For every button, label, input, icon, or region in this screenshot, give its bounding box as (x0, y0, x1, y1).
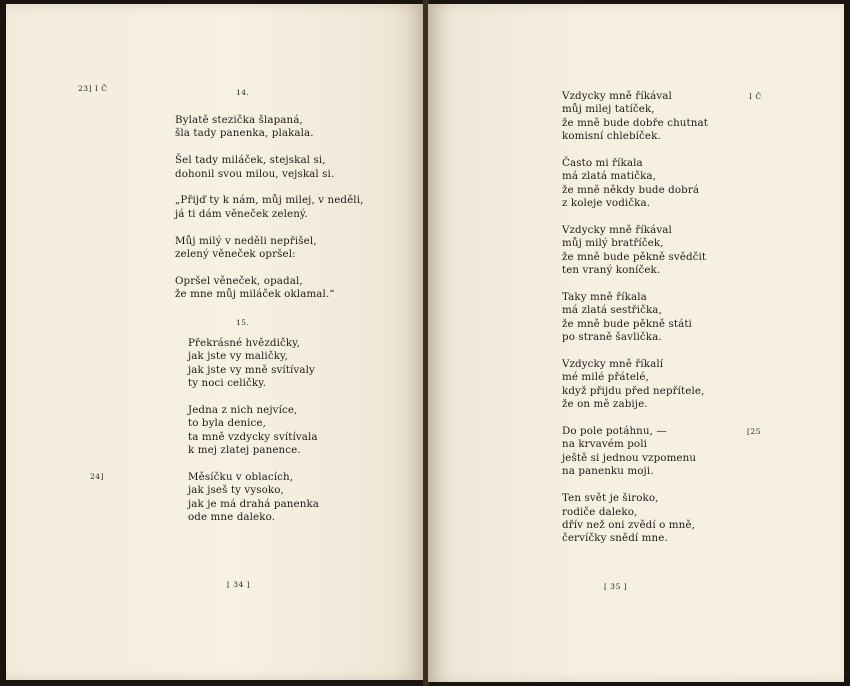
verse-line: Taky mně říkala (562, 291, 647, 304)
verse-line: Vzdycky mně říkalí (562, 358, 664, 371)
verse-line: ta mně vzdycky svítívala (188, 430, 318, 443)
verse-line: „Přijď ty k nám, můj milej, v neděli, (175, 194, 364, 207)
verse-line: jak jste vy maličky, (188, 350, 288, 363)
verse-line: zelený věneček opršel: (175, 248, 296, 261)
verse-line: že mně někdy bude dobrá (562, 183, 700, 196)
verse-line: Často mi říkala (562, 157, 643, 170)
verse-line: má zlatá matička, (562, 170, 657, 183)
verse-line: dřív než oni zvědí o mně, (562, 518, 695, 531)
stanza (562, 291, 708, 345)
verse-line: Ten svět je široko, (562, 492, 659, 505)
verse-line: Jedna z nich nejvíce, (188, 404, 298, 417)
right-page-number: [ 35 ] (604, 582, 628, 591)
poem-15-number: 15. (236, 318, 250, 327)
verse-line: můj milej tatíček, (562, 103, 655, 116)
stanza (188, 471, 319, 525)
verse-line: Vzdycky mně říkával (562, 224, 672, 237)
stanza (562, 358, 708, 412)
verse-line: komisní chlebíček. (562, 130, 661, 143)
verse-line: po straně šavlička. (562, 331, 662, 344)
stanza (175, 154, 363, 181)
verse-line: Můj milý v neděli nepřišel, (175, 234, 317, 247)
stanza (188, 337, 319, 391)
verse-line: má zlatá sestřička, (562, 304, 662, 317)
stanza (562, 492, 708, 546)
verse-line: to byla denice, (188, 417, 266, 430)
verse-line: Opršel věneček, opadal, (175, 274, 303, 287)
verse-line: ode mne daleko. (188, 511, 276, 524)
verse-line: šla tady panenka, plakala. (175, 127, 314, 140)
verse-line: jak jseš ty vysoko, (188, 484, 284, 497)
right-margin-note-top: I Č (749, 92, 762, 101)
poem-15 (188, 337, 319, 538)
stanza (562, 157, 708, 211)
verse-line: když přijdu před nepřítele, (562, 384, 705, 397)
verse-line: že on mě zabije. (562, 398, 648, 411)
stanza (175, 114, 363, 141)
verse-line: že mně bude dobře chutnat (562, 116, 708, 129)
verse-line: červíčky snědí mne. (562, 532, 668, 545)
verse-line: já ti dám věneček zelený. (175, 207, 308, 220)
verse-line: ještě si jednou vzpomenu (562, 451, 697, 464)
poem-14 (175, 114, 363, 315)
stanza (188, 404, 319, 458)
verse-line: mé milé přátelé, (562, 371, 649, 384)
stanza (175, 194, 363, 221)
verse-line: ty noci celičky. (188, 377, 267, 390)
verse-line: k mej zlatej panence. (188, 444, 301, 457)
verse-line: Měsíčku v oblacích, (188, 471, 294, 484)
left-margin-note-top: 23] I Č (78, 84, 108, 93)
left-page-number: [ 34 ] (227, 580, 251, 589)
stanza (175, 275, 363, 302)
verse-line: jak je má drahá panenka (188, 497, 320, 510)
verse-line: ten vraný koníček. (562, 264, 661, 277)
verse-line: z koleje vodička. (562, 197, 651, 210)
stanza (562, 425, 708, 479)
right-margin-note-mid: [25 (747, 427, 761, 436)
verse-line: že mně bude pěkně státi (562, 317, 692, 330)
stanza (562, 90, 708, 144)
verse-line: Překrásné hvězdičky, (188, 337, 301, 349)
verse-line: dohonil svou milou, vejskal si. (175, 167, 335, 180)
right-poem (562, 90, 708, 559)
verse-line: rodiče daleko, (562, 505, 638, 518)
verse-line: na panenku moji. (562, 465, 654, 478)
verse-line: jak jste vy mně svítívaly (188, 363, 315, 376)
stanza (562, 224, 708, 278)
verse-line: Vzdycky mně říkával (562, 90, 672, 102)
poem-14-number: 14. (236, 88, 250, 97)
verse-line: že mně bude pěkně svědčit (562, 250, 707, 263)
stanza (175, 235, 363, 262)
left-margin-note-bottom: 24] (90, 472, 104, 481)
verse-line: Bylatě stezička šlapaná, (175, 114, 303, 126)
verse-line: na krvavém poli (562, 438, 647, 451)
verse-line: můj milý bratříček, (562, 237, 664, 250)
verse-line: Šel tady miláček, stejskal si, (175, 154, 326, 167)
verse-line: Do pole potáhnu, — (562, 425, 667, 438)
verse-line: že mne můj miláček oklamal.“ (175, 288, 335, 301)
